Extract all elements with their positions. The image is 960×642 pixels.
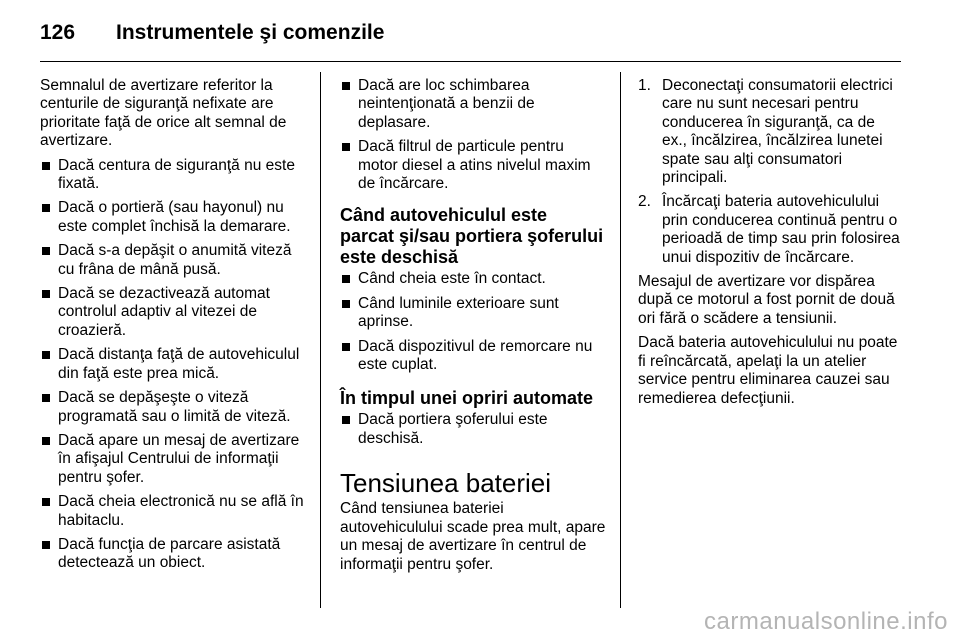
list-item: Dacă distanţa faţă de autovehiculul din faţă este prea mică. (40, 346, 308, 383)
step-text: Încărcaţi bateria autovehiculului prin conducerea continuă pentru o perioadă de timp sau prin folosirea unui dispozitiv de încărcare. (662, 193, 900, 266)
warning-conditions-list (40, 157, 308, 573)
paragraph: Dacă bateria autovehiculului nu poate fi reîncărcată, apelaţi la un atelier service pentru eliminarea cauzei sau remedierea defecţiunii. (638, 334, 898, 407)
list-item: Dacă s-a depăşit o anumită viteză cu frâna de mână pusă. (40, 242, 308, 279)
subheading-parked: Când autovehiculul este parcat şi/sau portiera şoferului este deschisă (340, 205, 604, 268)
list-item: Dacă filtrul de particule pentru motor diesel a atins nivelul maxim de încărcare. (340, 138, 606, 193)
list-item: Dacă are loc schimbarea neintenţionată a benzii de deplasare. (340, 77, 606, 132)
step-item (638, 77, 904, 187)
list-item: Dacă portiera şoferului este deschisă. (340, 411, 606, 448)
list-item: Dacă cheia electronică nu se află în habitaclu. (40, 493, 308, 530)
list-item: Când luminile exterioare sunt aprinse. (340, 295, 606, 332)
column-3 (638, 77, 904, 414)
list-item: Când cheia este în contact. (340, 270, 606, 288)
list-item: Dacă se dezactivează automat controlul adaptiv al vitezei de croazieră. (40, 285, 308, 340)
warning-conditions-list-continued (340, 77, 606, 193)
autostop-conditions-list (340, 411, 606, 448)
page-header (40, 14, 920, 52)
section-paragraph: Când tensiunea bateriei autovehiculului scade prea mult, apare un mesaj de avertizare în centrul de informaţii pentru şofer. (340, 500, 606, 573)
intro-paragraph: Semnalul de avertizare referitor la centurile de siguranţă nefixate are prioritate faţă de orice alt semnal de avertizare. (40, 77, 287, 150)
list-item: Dacă se depăşeşte o viteză programată sau o limită de viteză. (40, 389, 308, 426)
watermark: carmanualsonline.info (704, 608, 948, 635)
list-item: Dacă o portieră (sau hayonul) nu este complet închisă la demarare. (40, 199, 308, 236)
column-divider-left (320, 72, 321, 608)
section-title: Tensiunea bateriei (340, 468, 552, 499)
step-number: 2. (638, 193, 651, 211)
list-item: Dacă apare un mesaj de avertizare în afişajul Centrului de informaţii pentru şofer. (40, 432, 308, 487)
paragraph: Mesajul de avertizare vor dispărea după ce motorul a fost pornit de două ori fără o scădere a tensiunii. (638, 273, 895, 327)
column-1 (40, 77, 308, 579)
list-item: Dacă centura de siguranţă nu este fixată. (40, 157, 308, 194)
parked-conditions-list (340, 270, 606, 374)
page-title: Instrumentele şi comenzile (116, 21, 385, 44)
column-divider-right (620, 72, 621, 608)
steps-list (638, 77, 904, 267)
list-item: Dacă dispozitivul de remorcare nu este cuplat. (340, 338, 606, 375)
step-text: Deconectaţi consumatorii electrici care nu sunt necesari pentru conducerea în siguranţă, ca de ex., încălzirea, încălzirea lunetei spate sau alţi consumatori principali. (662, 77, 893, 187)
step-item (638, 193, 904, 267)
step-number: 1. (638, 77, 651, 94)
subheading-autostop: În timpul unei opriri automate (340, 388, 594, 409)
column-2 (340, 77, 606, 580)
list-item: Dacă funcţia de parcare asistată detectează un obiect. (40, 536, 308, 573)
header-rule (40, 61, 901, 62)
page-number: 126 (40, 21, 76, 44)
